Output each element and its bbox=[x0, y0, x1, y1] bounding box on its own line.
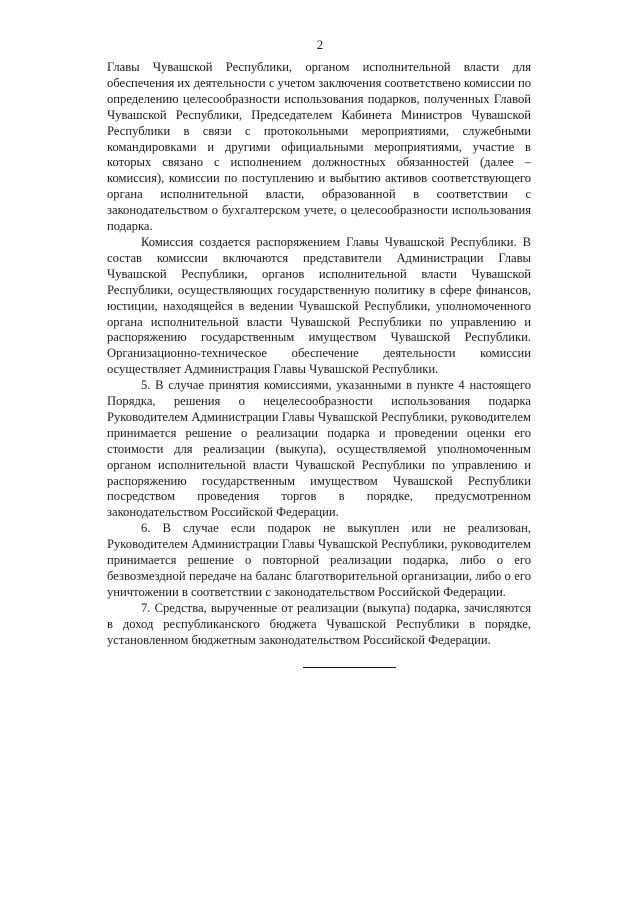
paragraph-commission: Комиссия создается распоряжением Главы Чувашской Республики. В состав комиссии включаются представители Администрации Главы Чувашской Республики, органов исполнительной власти Чувашской Республики, осуществляющих государственную политику в сфере финансов, юстиции, находящейся в ведении Чувашской Республики, уполномоченного органа исполнительной власти Чувашской Республики по управлению и распоряжению государственным имуществом Чувашской Республики. Организационно-техническое обеспечение деятельности комиссии осуществляет Администрация Главы Чувашской Республики. bbox=[107, 234, 531, 377]
end-of-document-line bbox=[303, 667, 396, 668]
paragraph-item-6: 6. В случае если подарок не выкуплен или не реализован, Руководителем Администрации Главы Чувашской Республики, руководителем принимается решение о повторной реализации подарка, либо о его безвозмездной передаче на баланс благотворительной организации, либо о его уничтожении в соответствии с законодательством Российской Федерации. bbox=[107, 521, 531, 599]
paragraph-continuation: Главы Чувашской Республики, органом исполнительной власти для обеспечения их деятельности с учетом заключения соответствено комиссии по определению целесообразности использования подарков, полученных Главой Чувашской Республики, Председателем Кабинета Министров Чувашской Республики в связи с протокольными мероприятиями, служебными командировками и другими официальными мероприятиями, участие в которых связано с исполнением должностных обязанностей (далее – комиссия), комиссии по поступлению и выбытию активов соответствующего органа исполнительной власти, образованной в соответствии с законодательством о бухгалтерском учете, о целесообразности использования подарка. bbox=[107, 60, 531, 234]
paragraph-item-7: 7. Средства, вырученные от реализации (выкупа) подарка, зачисляются в доход республиканского бюджета Чувашской Республики в порядке, установленном бюджетным законодательством Российской Федерации. bbox=[107, 600, 531, 647]
page-number: 2 bbox=[316, 37, 324, 52]
document-body bbox=[107, 60, 531, 649]
paragraph-item-5: 5. В случае принятия комиссиями, указанными в пункте 4 настоящего Порядка, решения о нецелесообразности использования подарка Руководителем Администрации Главы Чувашской Республики, руководителем принимается решение о реализации подарка и проведении оценки его стоимости для реализации (выкупа), осуществляемой уполномоченным органом исполнительной власти Чувашской Республики по управлению и распоряжению государственным имуществом Чувашской Республики посредством проведения торгов в порядке, предусмотренном законодательством Российской Федерации. bbox=[107, 378, 531, 520]
